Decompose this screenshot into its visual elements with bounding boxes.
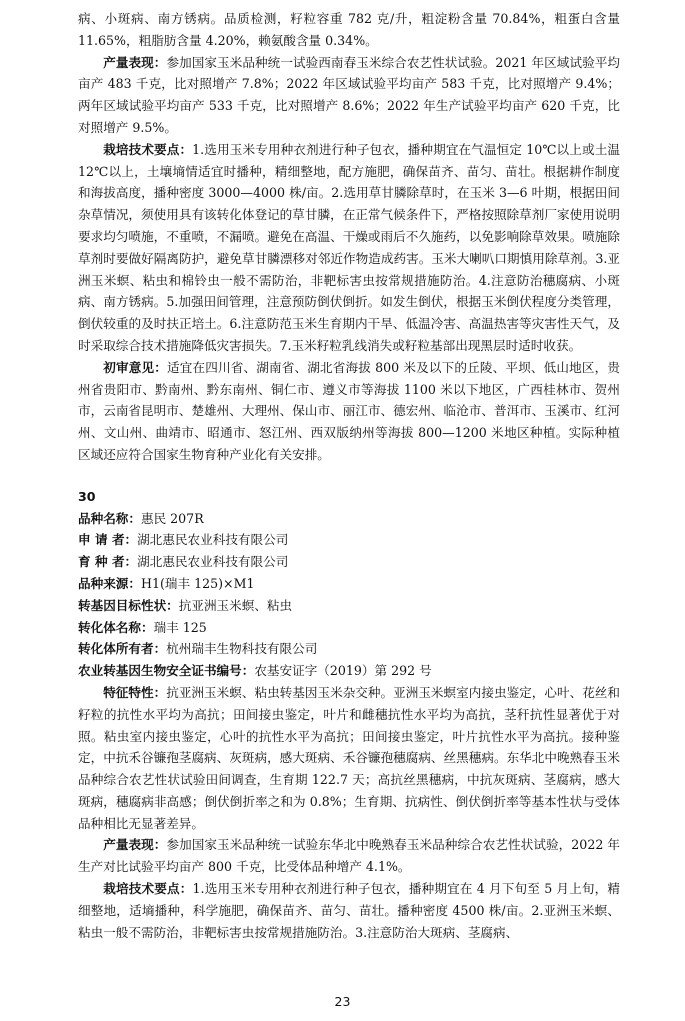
prev-yield-paragraph [78,52,620,139]
field-gm-trait [78,595,620,617]
prev-yield-label: 产量表现： [103,54,167,70]
field-value: 瑞丰 125 [153,619,207,635]
field-value: 抗亚洲玉米螟、粘虫 [178,597,293,613]
yield-text: 参加国家玉米品种统一试验东华北中晚熟春玉米品种综合农艺性状试验，2022 年生产对比试验平均亩产 800 千克，比受体品种增产 4.1%。 [78,837,620,875]
field-label: 农业转基因生物安全证书编号： [78,663,255,679]
field-event-owner [78,638,620,660]
yield-label: 产量表现： [103,837,167,853]
field-label: 品种来源： [78,575,141,591]
field-variety-name [78,508,620,530]
prev-opinion-text: 适宜在四川省、湖南省、湖北省海拔 800 米及以下的丘陵、平坝、低山地区，贵州省贵阳市、黔南州、黔东南州、铜仁市、遵义市等海拔 1100 米以下地区，广西桂林市、贺州市，云南省昆明市、楚雄州、大理州、保山市、丽江市、德宏州、临沧市、普洱市、玉溪市、红河州、文山州、曲靖市、昭通市、怒江州、西双版纳州等海拔 800—1200 米地区种植。实际种植区域还应符合国家生物育种产业化有关安排。 [78,359,620,462]
prev-yield-text: 参加国家玉米品种统一试验西南春玉米综合农艺性状试验。2021 年区域试验平均亩产 483 千克，比对照增产 7.8%；2022 年区域试验平均亩产 583 千克，比对照增产 9.4%；两年区域试验平均亩产 533 千克，比对照增产 8.6%；2022 年生产试验平均亩产 620 千克，比对照增产 9.5%。 [78,54,620,135]
traits-paragraph [78,682,620,835]
field-value: H1(瑞丰 125)×M1 [140,575,255,591]
yield-paragraph [78,834,620,878]
cultivation-label: 栽培技术要点： [103,881,193,897]
field-label: 品种名称： [78,510,141,526]
page-content [78,8,620,943]
field-label: 转化体所有者： [78,641,167,657]
field-label: 转化体名称： [78,619,154,635]
field-value: 湖北惠民农业科技有限公司 [137,532,289,548]
field-breeder [78,551,620,573]
continued-paragraph [78,8,620,52]
field-value: 湖北惠民农业科技有限公司 [137,554,289,570]
cultivation-paragraph [78,878,620,943]
field-value: 惠民 207R [140,510,204,526]
field-safety-certificate [78,660,620,682]
field-label: 育 种 者： [78,554,138,570]
traits-text: 抗亚洲玉米螟、粘虫转基因玉米杂交种。亚洲玉米螟室内接虫鉴定，心叶、花丝和籽粒的抗性水平均为高抗；田间接虫鉴定，叶片和雌穗抗性水平均为高抗，茎秆抗性显著优于对照。粘虫室内接虫鉴定，心叶的抗性水平为高抗；田间接虫鉴定，叶片抗性水平为高抗。接种鉴定，中抗禾谷镰孢茎腐病、灰斑病，感大斑病、禾谷镰孢穗腐病、丝黑穗病。东华北中晚熟春玉米品种综合农艺性状试验田间调查，生育期 122.7 天；高抗丝黑穗病，中抗灰斑病、茎腐病，感大斑病，穗腐病非高感；倒伏倒折率之和为 0.8%；生育期、抗病性、倒伏倒折率等基本性状与受体品种相比无显著差异。 [78,684,621,831]
cultivation-text: 1.选用玉米专用种衣剂进行种子包衣，播种期宜在 4 月下旬至 5 月上旬，精细整地，适墒播种，科学施肥，确保苗齐、苗匀、苗壮。播种密度 4500 株/亩。2.亚洲玉米螟、粘虫一般不需防治，非靶标害虫按常规措施防治。3.注意防治大斑病、茎腐病、 [78,881,621,940]
entry-number: 30 [78,488,96,504]
prev-opinion-paragraph [78,357,620,466]
field-label: 申 请 者： [78,532,138,548]
prev-cultivation-paragraph [78,139,620,357]
field-source [78,573,620,595]
field-event-name [78,617,620,639]
field-label: 转基因目标性状： [78,597,179,613]
traits-label: 特征特性： [103,684,167,700]
continued-text: 病、小斑病、南方锈病。品质检测，籽粒容重 782 克/升，粗淀粉含量 70.84%，粗蛋白含量 11.65%，粗脂肪含量 4.20%，赖氨酸含量 0.34%。 [78,11,620,48]
prev-cultivation-label: 栽培技术要点： [103,141,193,157]
field-value: 农基安证字（2019）第 292 号 [254,663,432,679]
prev-opinion-label: 初审意见： [103,359,167,375]
field-applicant [78,529,620,551]
page-number: 23 [334,994,351,1009]
prev-cultivation-text: 1.选用玉米专用种衣剂进行种子包衣，播种期宜在气温恒定 10℃以上或土温 12℃以上，土壤墒情适宜时播种，精细整地，配方施肥，确保苗齐、苗匀、苗壮。根据耕作制度和海拔高度，播种密度 3000—4000 株/亩。2.选用草甘膦除草时，在玉米 3—6 叶期，根据田间杂草情况，须使用具有该转化体登记的草甘膦，在正常气候条件下，严格按照除草剂厂家使用说明要求均匀喷施，不重喷，不漏喷。避免在高温、干燥或雨后不久施药，以免影响除草效果。喷施除草剂时要做好隔离防护，避免草甘膦漂移对邻近作物造成药害。玉米大喇叭口期慎用除草剂。3.亚洲玉米螟、粘虫和棉铃虫一般不需防治，非靶标害虫按常规措施防治。4.注意防治穗腐病、小斑病、南方锈病。5.加强田间管理，注意预防倒伏倒折。如发生倒伏，根据玉米倒伏程度分类管理，倒伏较重的及时扶正培土。6.注意防范玉米生育期内干旱、低温冷害、高温热害等灾害性天气，及时采取综合技术措施降低灾害损失。7.玉米籽粒乳线消失或籽粒基部出现黑层时适时收获。 [78,141,620,353]
field-value: 杭州瑞丰生物科技有限公司 [166,641,318,657]
section-gap [78,466,620,486]
